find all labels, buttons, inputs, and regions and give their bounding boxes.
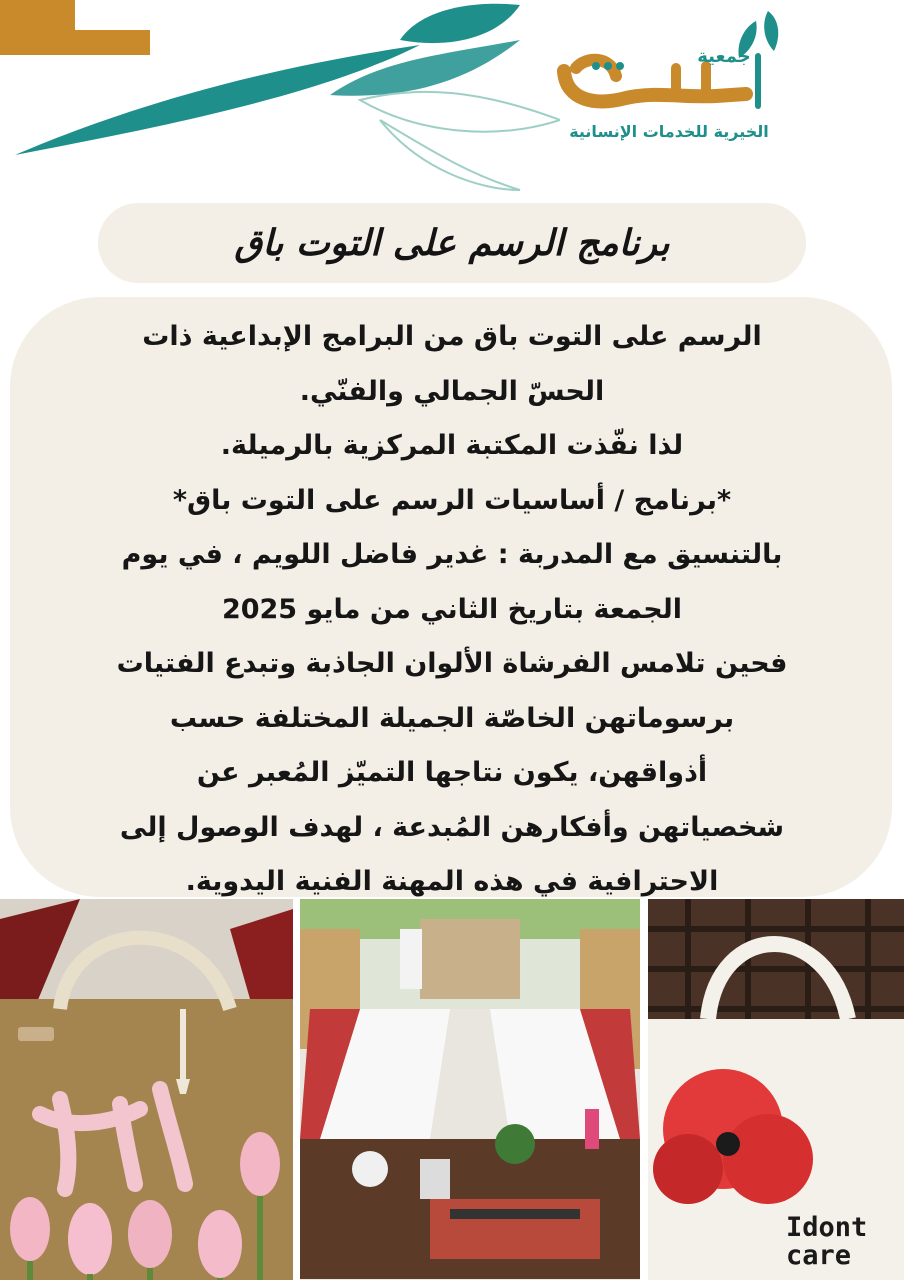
bag3-lettering xyxy=(786,1214,898,1270)
body-line: الاحترافية في هذه المهنة الفنية اليدوية. xyxy=(185,866,719,897)
body-line: الرسم على التوت باق من البرامج الإبداعية ذات xyxy=(142,321,762,352)
body-line: أذواقهن، يكون نتاجها التميّز المُعبر عن xyxy=(196,757,708,788)
body-line: الجمعة بتاريخ الثاني من مايو 2025 xyxy=(221,593,683,625)
photo-jute-bag xyxy=(0,899,293,1280)
logo-subtitle: الخيرية للخدمات الإنسانية xyxy=(569,122,769,141)
photo-library-workshop xyxy=(300,899,640,1280)
body-line: فحين تلامس الفرشاة الألوان الجاذبة وتبدع الفتيات xyxy=(116,648,788,679)
body-line: برسوماتهن الخاصّة الجميلة المختلفة حسب xyxy=(169,702,735,734)
title-banner xyxy=(98,203,806,283)
bag3-lettering-line: care xyxy=(786,1240,852,1271)
body-line: *برنامج / أساسيات الرسم على التوت باق* xyxy=(172,484,732,516)
body-line: بالتنسيق مع المدربة : غدير فاضل اللويم ، في يوم xyxy=(121,539,783,570)
organization-logo xyxy=(556,6,786,156)
body-line: لذا نفّذت المكتبة المركزية بالرميلة. xyxy=(220,430,684,461)
logo-title-small: جمعية xyxy=(697,46,751,67)
page-title: برنامج الرسم على التوت باق xyxy=(234,222,670,264)
decorative-leaf-banner xyxy=(0,0,560,200)
photo-strip xyxy=(0,899,904,1280)
bag3-lettering-line: Idont xyxy=(786,1212,868,1243)
body-line: شخصياتهن وأفكارهن المُبدعة ، لهدف الوصول إلى xyxy=(119,811,785,843)
body-text xyxy=(40,310,864,910)
logo-title-main: الرميلة xyxy=(654,92,658,93)
logo-emblem-icon xyxy=(556,6,786,121)
body-line: الحسّ الجمالي والفنّي. xyxy=(299,375,605,407)
